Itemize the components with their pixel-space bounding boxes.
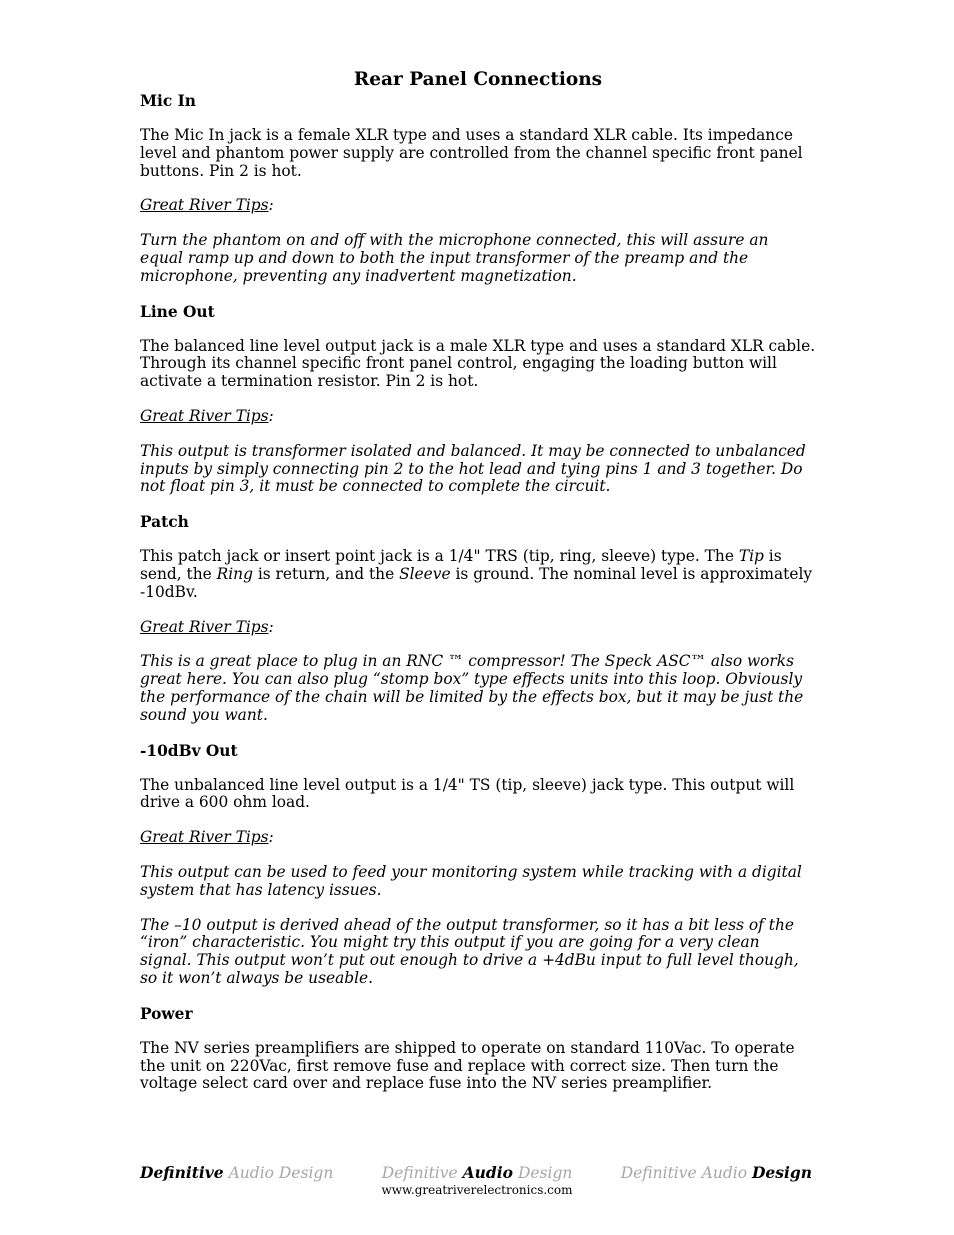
tips-label: Great River Tips: [140, 406, 274, 425]
section-heading: Mic In [140, 92, 197, 110]
section-heading: Power [140, 1004, 193, 1023]
tip-term: Tip [738, 547, 764, 566]
tip-text: This output can be used to feed your monitoring system while tracking with a digital system that has latency issues. [140, 862, 802, 899]
tip-text: This output is transformer isolated and balanced. It may be connected to unbalanced inputs by simply connecting pin 2 to the hot lead and tying pins 1 and 3 together. Do not float pin 3, it must be connected to complete the circuit. [140, 441, 806, 496]
section-body: The balanced line level output jack is a male XLR type and uses a standard XLR cable. Through its channel specific front panel control, engaging the loading button will activate a termination resistor. Pin 2 is hot. [140, 336, 816, 391]
tips-label: Great River Tips: [140, 196, 274, 215]
tips-label: Great River Tips: [140, 617, 274, 636]
footer-brand-right: Definitive Audio Design [620, 1163, 812, 1182]
footer-url: www.greatriverelectronics.com [381, 1183, 573, 1197]
tip-text: This is a great place to plug in an RNC ™ compressor! The Speck ASC™ also works great here. You can also plug “stomp box” type effects units into this loop. Obviously the performance of the chain will be limited by the effects box, but it may be just the sound you want. [140, 652, 804, 724]
sleeve-term: Sleeve [399, 564, 451, 583]
section-mic-in [140, 92, 816, 286]
document-page [140, 68, 816, 1110]
footer-brand-left: Definitive Audio Design [140, 1163, 334, 1182]
tip-text: The –10 output is derived ahead of the output transformer, so it has a bit less of the “iron” characteristic. You might try this output if you are going for a very clean signal. This output won’t put out enough to drive a +4dBu input to full level though, so it won’t always be useable. [140, 915, 799, 987]
ring-term: Ring [216, 564, 253, 583]
tip-text: Turn the phantom on and off with the microphone connected, this will assure an equal ramp up and down to both the input transformer of the preamp and the microphone, preventing any inadvertent magnetization. [140, 231, 769, 285]
tips-label: Great River Tips: [140, 828, 274, 847]
section-minus10-out [140, 742, 816, 988]
section-body: The Mic In jack is a female XLR type and uses a standard XLR cable. Its impedance level and phantom power supply are controlled from the channel specific front panel buttons. Pin 2 is hot. [140, 126, 803, 180]
page-title: Rear Panel Connections [353, 69, 603, 90]
footer-brand-center: Definitive Audio Design [381, 1163, 573, 1182]
section-heading: -10dBv Out [140, 741, 238, 760]
section-heading: Patch [140, 513, 189, 532]
section-power [140, 1005, 816, 1093]
section-body: The NV series preamplifiers are shipped to operate on standard 110Vac. To operate the unit on 220Vac, first remove fuse and replace with correct size. Then turn the voltage select card over and replace fuse into the NV series preamplifier. [140, 1038, 795, 1093]
section-body: This patch jack or insert point jack is a 1/4" TRS (tip, ring, sleeve) type. The Tip is send, the Ring is return, and the Sleeve is ground. The nominal level is approximately -10dBv. [140, 547, 813, 601]
section-body: The unbalanced line level output is a 1/4" TS (tip, sleeve) jack type. This output will drive a 600 ohm load. [140, 775, 795, 812]
section-line-out [140, 303, 816, 497]
section-patch [140, 513, 816, 724]
page-footer [140, 1163, 812, 1197]
section-heading: Line Out [140, 302, 215, 321]
